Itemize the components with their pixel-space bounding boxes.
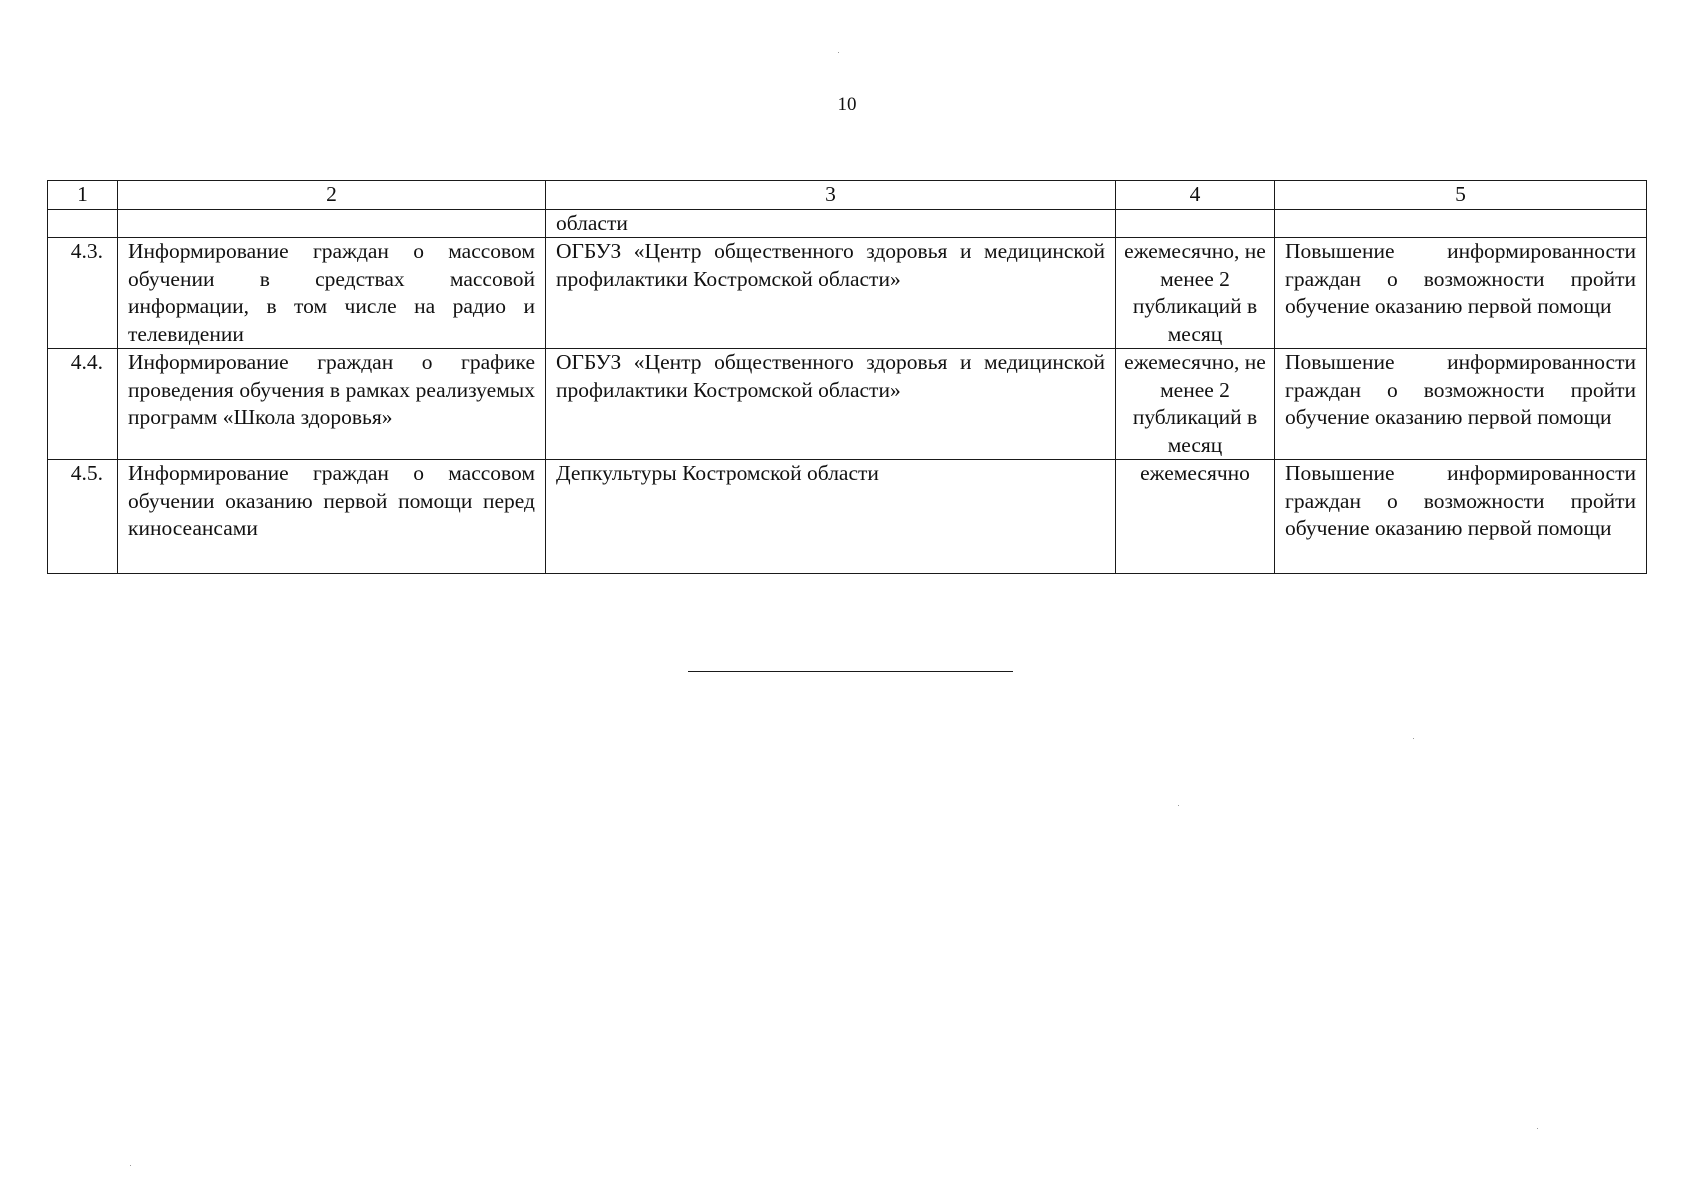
executor-cell: ОГБУЗ «Центр общественного здоровья и медицинской профилактики Костромской области» <box>546 238 1116 349</box>
result-cell: Повышение информированности граждан о возможности пройти обучение оказанию первой помощи <box>1275 460 1647 574</box>
continuation-row <box>48 209 1647 238</box>
activity-cell: Информирование граждан о графике проведения обучения в рамках реализуемых программ «Школа здоровья» <box>118 349 546 460</box>
row-number: 4.5. <box>48 460 118 574</box>
activity-cell: Информирование граждан о массовом обучении в средствах массовой информации, в том числе на радио и телевидении <box>118 238 546 349</box>
executor-cell: Депкультуры Костромской области <box>546 460 1116 574</box>
executor-cell: ОГБУЗ «Центр общественного здоровья и медицинской профилактики Костромской области» <box>546 349 1116 460</box>
column-number-5: 5 <box>1275 181 1647 210</box>
frequency-cell: ежемесячно <box>1116 460 1275 574</box>
frequency-cell: ежемесячно, не менее 2 публикаций в месяц <box>1116 238 1275 349</box>
row-number: 4.4. <box>48 349 118 460</box>
frequency-cell: ежемесячно, не менее 2 публикаций в месяц <box>1116 349 1275 460</box>
continuation-cell-1 <box>48 209 118 238</box>
scan-speck <box>1178 805 1179 806</box>
scan-speck <box>130 1165 131 1166</box>
column-number-row <box>48 181 1647 210</box>
scan-speck <box>1413 738 1414 739</box>
table-row <box>48 349 1647 460</box>
continuation-cell-2 <box>118 209 546 238</box>
column-number-4: 4 <box>1116 181 1275 210</box>
continuation-cell-5 <box>1275 209 1647 238</box>
page-number: 10 <box>837 94 857 115</box>
result-cell: Повышение информированности граждан о возможности пройти обучение оказанию первой помощи <box>1275 238 1647 349</box>
row-number: 4.3. <box>48 238 118 349</box>
measures-table <box>47 180 1647 574</box>
table-row <box>48 460 1647 574</box>
continuation-cell-4 <box>1116 209 1275 238</box>
scan-speck <box>1537 1128 1538 1129</box>
continuation-cell-3: области <box>546 209 1116 238</box>
table-row <box>48 238 1647 349</box>
column-number-1: 1 <box>48 181 118 210</box>
activity-cell: Информирование граждан о массовом обучении оказанию первой помощи перед киносеансами <box>118 460 546 574</box>
result-cell: Повышение информированности граждан о возможности пройти обучение оказанию первой помощи <box>1275 349 1647 460</box>
scan-speck <box>838 52 839 53</box>
column-number-3: 3 <box>546 181 1116 210</box>
end-of-document-rule <box>688 671 1013 672</box>
column-number-2: 2 <box>118 181 546 210</box>
